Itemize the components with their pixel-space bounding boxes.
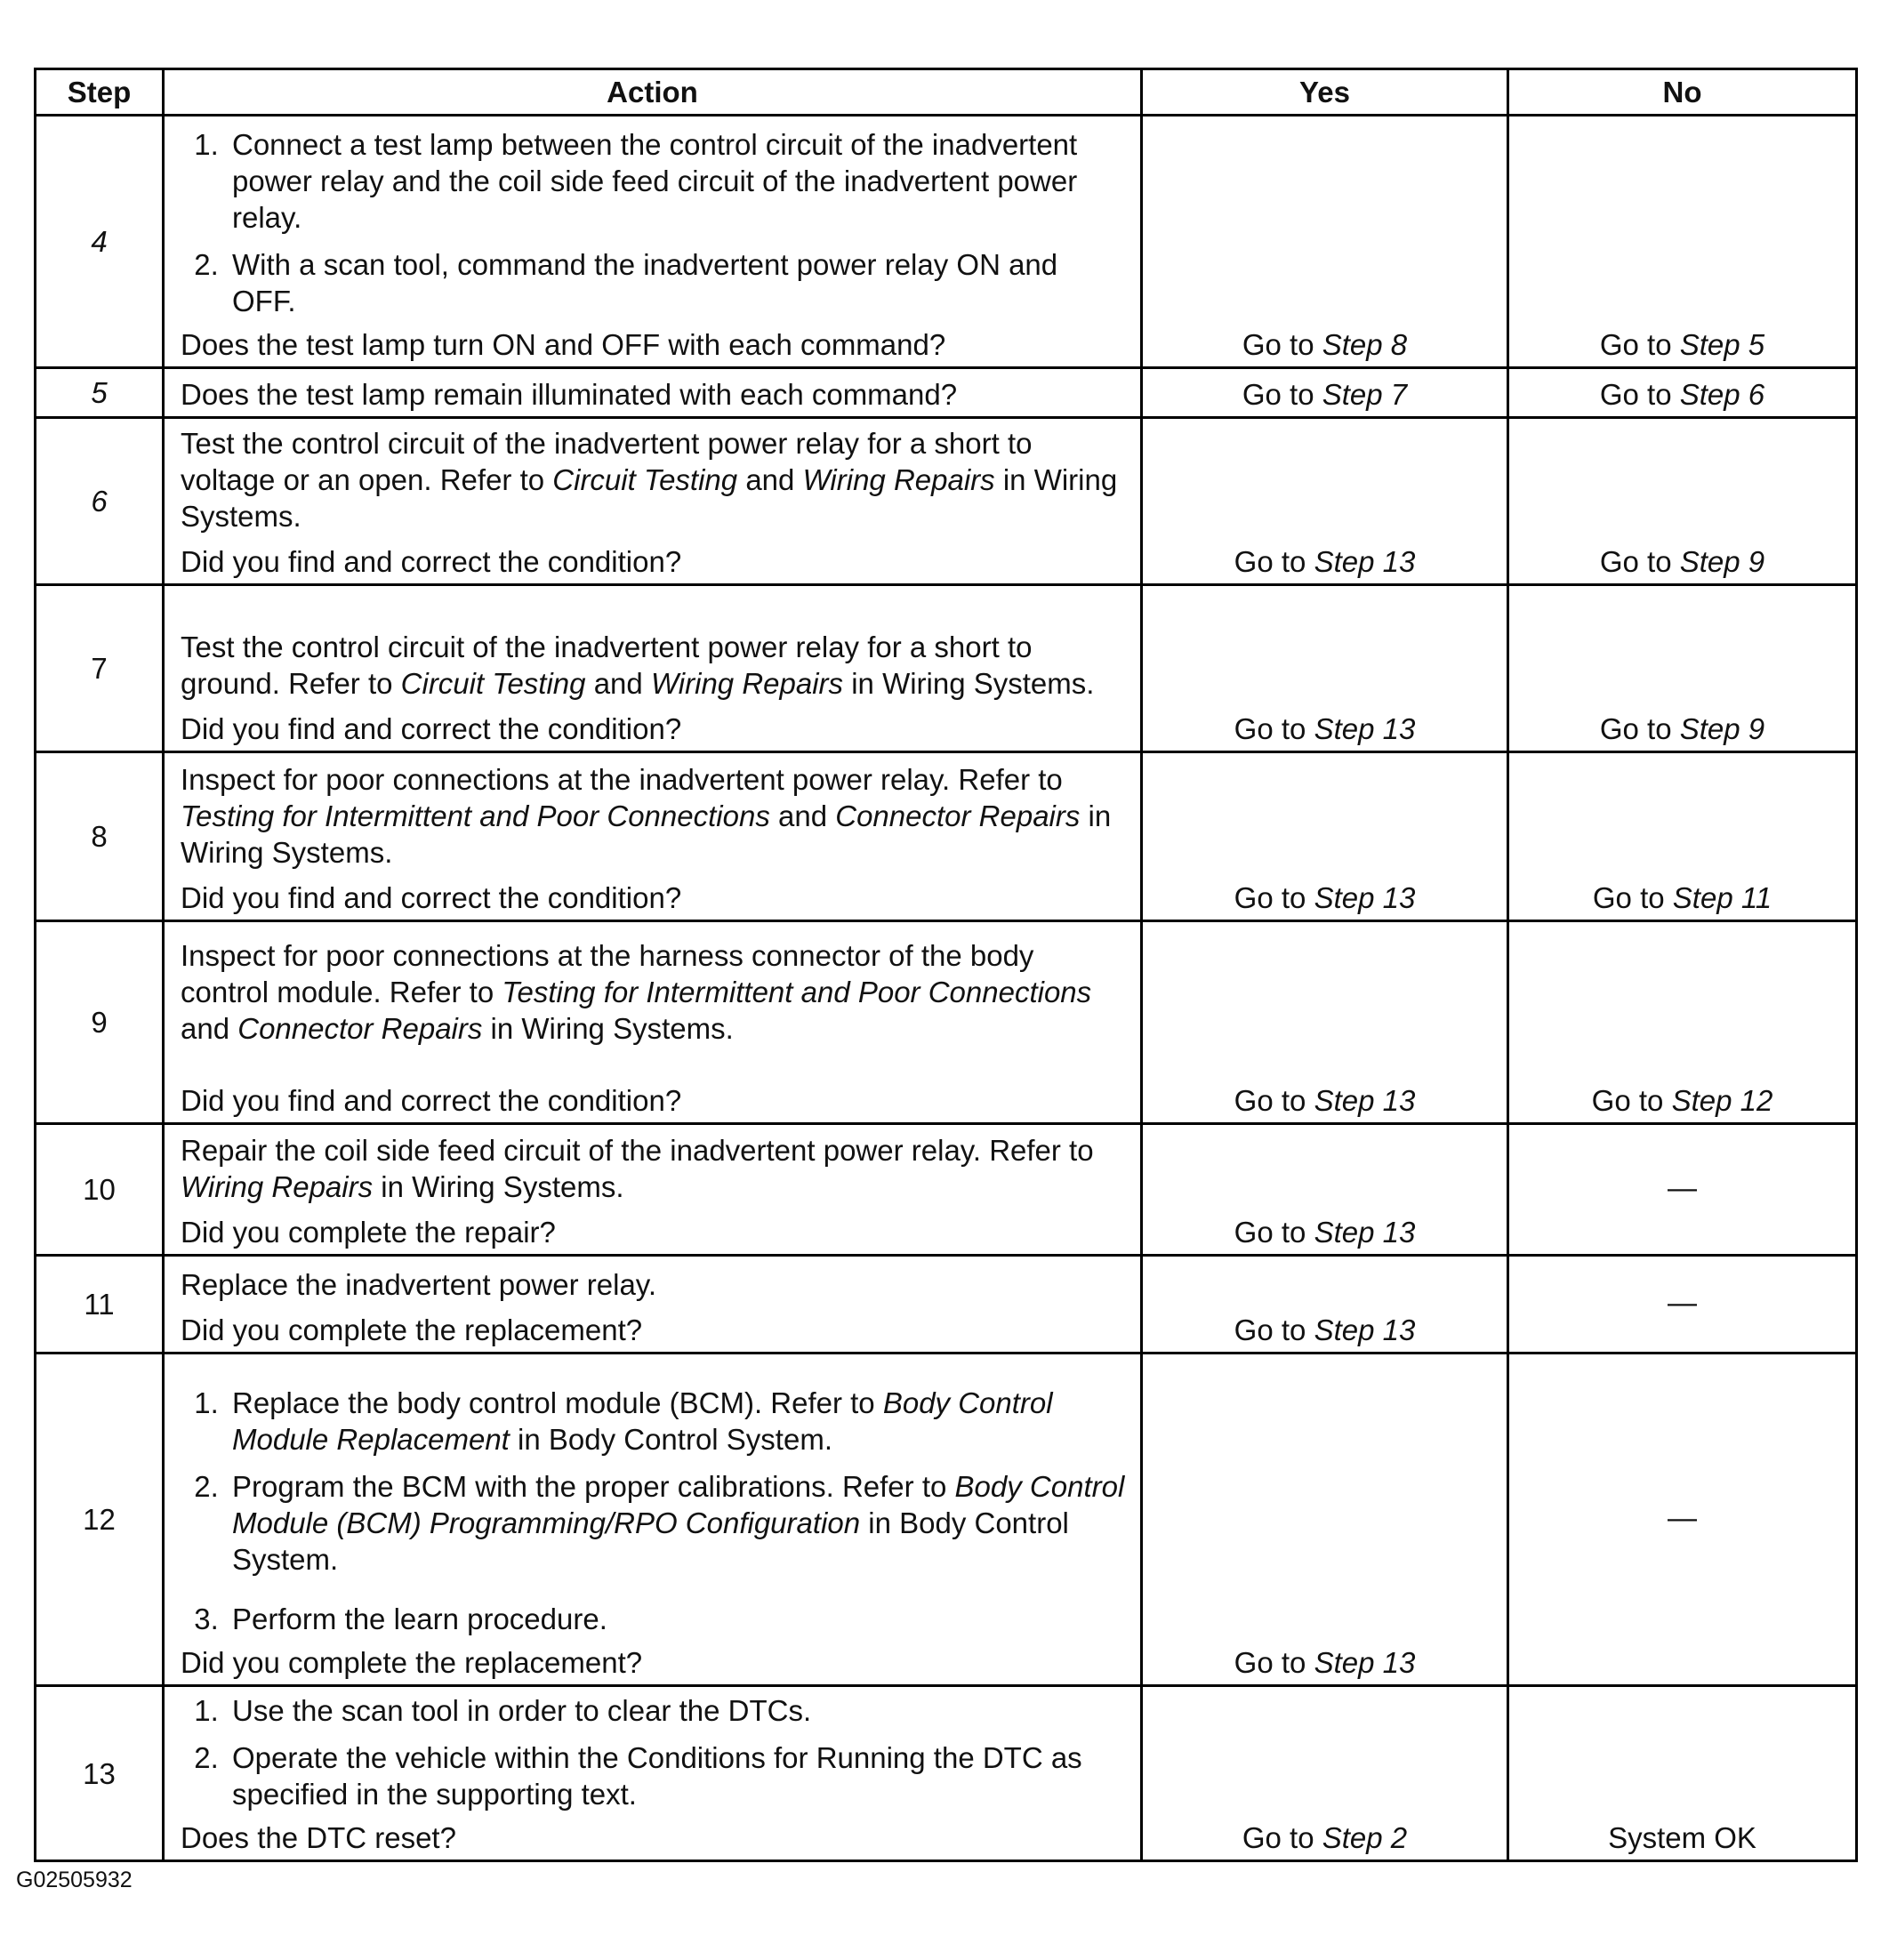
header-row [36,69,1857,116]
action-cell [164,368,1142,418]
header-yes: Yes [1142,69,1508,116]
table-row [36,585,1857,752]
question: Does the test lamp turn ON and OFF with each command? [181,328,946,361]
question: Did you find and correct the condition? [181,881,682,914]
yes-prefix: Go to [1234,1216,1306,1249]
step-number: 7 [36,585,164,752]
text-run: in Body Control System. [509,1423,832,1456]
step-number: 4 [36,116,164,368]
table-row [36,1354,1857,1686]
table-row [36,1124,1857,1256]
text-run: Program the BCM with the proper calibrations. Refer to [232,1470,955,1503]
no-cell [1508,585,1857,752]
yes-step-link: Step 13 [1314,1646,1416,1679]
question: Does the test lamp remain illuminated with each command? [181,378,958,411]
text-run: Inspect for poor connections at the inadvertent power relay. Refer to [181,763,1063,796]
no-cell [1508,116,1857,368]
text-run: in Wiring Systems. [843,667,1095,700]
action-cell [164,418,1142,585]
step-number: 9 [36,921,164,1124]
text-run: in Body Control System. [232,1506,1069,1576]
step-number: 8 [36,752,164,921]
table-row [36,418,1857,585]
yes-cell [1142,1686,1508,1861]
no-cell: System OK [1508,1686,1857,1861]
action-text [181,937,1126,1047]
yes-prefix: Go to [1234,712,1306,745]
action-text: Replace the inadvertent power relay. [181,1268,657,1301]
yes-prefix: Go to [1234,1313,1306,1346]
no-cell [1508,752,1857,921]
text-run: and [585,667,651,700]
table-row [36,752,1857,921]
text-run: in Wiring Systems. [181,463,1118,533]
reference-link: Connector Repairs [237,1012,483,1045]
no-step-link: Step 5 [1679,328,1765,361]
step-number: 11 [36,1256,164,1354]
action-text [181,761,1126,871]
yes-prefix: Go to [1234,1646,1306,1679]
action-cell [164,1124,1142,1256]
reference-link: Body Control Module Replacement [232,1386,1053,1456]
yes-step-link: Step 13 [1314,881,1416,914]
yes-cell [1142,921,1508,1124]
no-step-link: Step 9 [1679,712,1765,745]
no-cell [1508,921,1857,1124]
yes-cell [1142,1256,1508,1354]
table-row [36,116,1857,368]
header-action: Action [164,69,1142,116]
text-run: and [769,799,836,832]
action-cell [164,1256,1142,1354]
action-cell [164,585,1142,752]
list-item: 3. Perform the learn procedure. [227,1601,1126,1637]
reference-link: Testing for Intermittent and Poor Connections [181,799,770,832]
yes-step-link: Step 7 [1322,378,1408,411]
no-prefix: Go to [1592,881,1665,914]
yes-cell [1142,418,1508,585]
action-text [181,425,1126,534]
yes-step-link: Step 8 [1322,328,1408,361]
text-run: Repair the coil side feed circuit of the inadvertent power relay. Refer to [181,1134,1094,1167]
header-no: No [1508,69,1857,116]
table-row [36,921,1857,1124]
reference-link: Wiring Repairs [802,463,995,496]
yes-cell [1142,368,1508,418]
step-number: 12 [36,1354,164,1686]
header-step: Step [36,69,164,116]
action-cell [164,116,1142,368]
yes-prefix: Go to [1234,1084,1306,1117]
reference-link: Wiring Repairs [181,1170,374,1203]
question: Did you complete the replacement? [181,1313,643,1346]
text-run: in Wiring Systems. [181,799,1112,869]
reference-link: Testing for Intermittent and Poor Connections [502,976,1092,1008]
list-item: 1. Use the scan tool in order to clear the DTCs. [227,1692,1126,1729]
action-cell [164,1686,1142,1861]
no-step-link: Step 6 [1679,378,1765,411]
action-cell [164,921,1142,1124]
reference-link: Connector Repairs [835,799,1081,832]
yes-prefix: Go to [1242,378,1314,411]
question: Did you find and correct the condition? [181,712,682,745]
question: Did you complete the replacement? [181,1646,643,1679]
spacer [181,1047,1126,1082]
text-run: and [737,463,803,496]
list-item: 1. Connect a test lamp between the control circuit of the inadvertent power relay and the coil side feed circuit of the inadvertent power relay. [227,126,1126,236]
yes-step-link: Step 13 [1314,712,1416,745]
action-cell [164,752,1142,921]
no-prefix: Go to [1599,712,1672,745]
no-prefix: Go to [1599,378,1672,411]
no-cell [1508,418,1857,585]
diagnostic-steps-table [34,68,1858,1862]
question: Does the DTC reset? [181,1821,456,1854]
text-run: in Wiring Systems. [482,1012,734,1045]
text-run: Inspect for poor connections at the harness connector of the body control module. Refer to [181,939,1034,1008]
yes-step-link: Step 13 [1314,545,1416,578]
text-run: Test the control circuit of the inadvertent power relay for a short to voltage or an open. Refer to [181,427,1033,496]
yes-step-link: Step 2 [1322,1821,1408,1854]
no-cell [1508,368,1857,418]
list-item: 2. With a scan tool, command the inadvertent power relay ON and OFF. [227,246,1126,319]
step-number: 13 [36,1686,164,1861]
yes-cell [1142,116,1508,368]
no-step-link: Step 9 [1679,545,1765,578]
yes-step-link: Step 13 [1314,1084,1416,1117]
question: Did you find and correct the condition? [181,1084,682,1117]
text-run: and [181,1012,238,1045]
no-prefix: Go to [1591,1084,1664,1117]
action-text [181,629,1126,702]
yes-step-link: Step 13 [1314,1313,1416,1346]
no-prefix: Go to [1599,545,1672,578]
yes-cell [1142,585,1508,752]
action-list [181,126,1126,319]
reference-link: Circuit Testing [400,667,586,700]
yes-cell [1142,752,1508,921]
figure-code: G02505932 [16,1868,133,1892]
yes-prefix: Go to [1234,545,1306,578]
list-item [227,1385,1126,1458]
list-item: 2. Operate the vehicle within the Conditions for Running the DTC as specified in the supporting text. [227,1739,1126,1812]
step-number: 6 [36,418,164,585]
step-number: 5 [36,368,164,418]
table-row [36,1686,1857,1861]
action-list [181,1385,1126,1637]
yes-prefix: Go to [1234,881,1306,914]
action-text [181,1132,1126,1205]
no-prefix: Go to [1599,328,1672,361]
reference-link: Circuit Testing [552,463,738,496]
yes-cell [1142,1354,1508,1686]
question: Did you find and correct the condition? [181,545,682,578]
step-number: 10 [36,1124,164,1256]
text-run: Replace the body control module (BCM). Refer to [232,1386,883,1419]
yes-prefix: Go to [1242,328,1314,361]
yes-step-link: Step 13 [1314,1216,1416,1249]
yes-prefix: Go to [1242,1821,1314,1854]
no-cell: — [1508,1354,1857,1686]
no-cell: — [1508,1124,1857,1256]
text-run: Test the control circuit of the inadvertent power relay for a short to ground. Refer to [181,631,1033,700]
no-step-link: Step 12 [1671,1084,1773,1117]
spacer [232,1578,1126,1590]
yes-cell [1142,1124,1508,1256]
no-step-link: Step 11 [1672,881,1772,914]
text-run: in Wiring Systems. [373,1170,624,1203]
list-item [227,1468,1126,1590]
reference-link: Body Control Module (BCM) Programming/RPO Configuration [232,1470,1125,1539]
table-row [36,368,1857,418]
reference-link: Wiring Repairs [650,667,844,700]
no-cell: — [1508,1256,1857,1354]
question: Did you complete the repair? [181,1216,556,1249]
action-list [181,1692,1126,1812]
table-row [36,1256,1857,1354]
action-cell [164,1354,1142,1686]
